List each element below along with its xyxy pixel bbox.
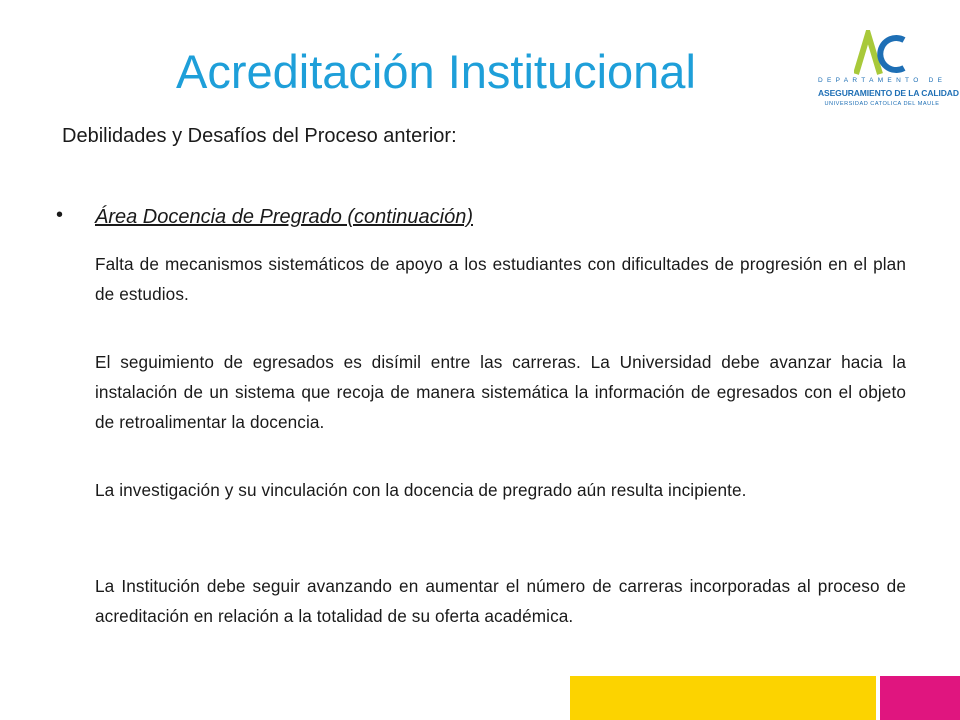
logo-line-quality: ASEGURAMIENTO DE LA CALIDAD: [818, 88, 959, 98]
logo-line-department: DEPARTAMENTO DE: [818, 77, 947, 84]
paragraph: Falta de mecanismos sistemáticos de apoyo a los estudiantes con dificultades de progresión en el plan de estudios.: [95, 254, 906, 304]
footer-band-pink: [880, 676, 960, 720]
paragraph: La Institución debe seguir avanzando en aumentar el número de carreras incorporadas al proceso de acreditación en relación a la totalidad de su oferta académica.: [95, 576, 906, 626]
slide-title: Acreditación Institucional: [176, 45, 696, 98]
department-logo: [818, 28, 959, 118]
bullet-heading: Área Docencia de Pregrado (continuación): [95, 206, 473, 228]
logo-line-university: UNIVERSIDAD CATOLICA DEL MAULE: [824, 101, 940, 107]
slide-subtitle: Debilidades y Desafíos del Proceso anterior:: [62, 125, 457, 147]
ac-logo-icon: [854, 30, 910, 76]
bullet-marker: •: [56, 204, 64, 226]
paragraph: La investigación y su vinculación con la docencia de pregrado aún resulta incipiente.: [95, 480, 747, 500]
paragraph: El seguimiento de egresados es disímil entre las carreras. La Universidad debe avanzar hacia la instalación de un sistema que recoja de manera sistemática la información de egresados con el objeto de retroalimentar la docencia.: [95, 352, 906, 432]
footer-band-yellow: [570, 676, 876, 720]
